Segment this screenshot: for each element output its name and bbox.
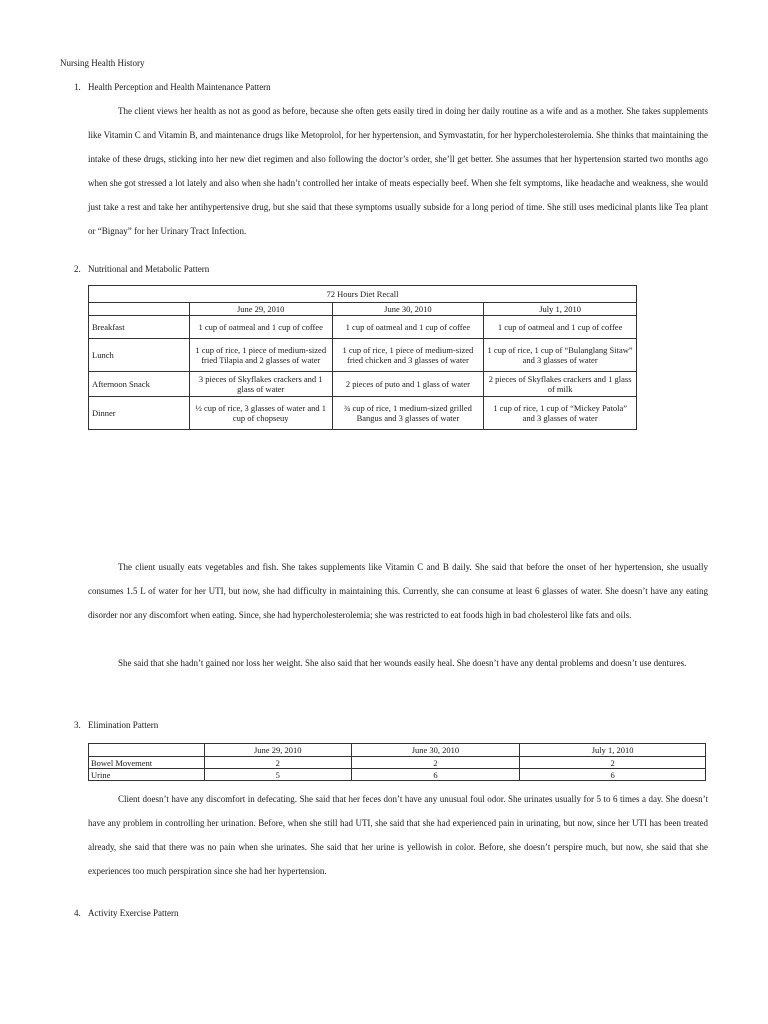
row-label: Breakfast: [89, 316, 190, 339]
table-cell: 2: [204, 757, 351, 769]
table-header-date: June 29, 2010: [204, 744, 351, 757]
table-cell: 1 cup of rice, 1 cup of “Mickey Patola” and 3 glasses of water: [484, 397, 637, 430]
table-cell: 1 cup of rice, 1 cup of “Bulanglang Sitaw” and 3 glasses of water: [484, 339, 637, 372]
table-cell: ½ cup of rice, 3 glasses of water and 1 cup of chopseuy: [189, 397, 332, 430]
table-cell: 1 cup of oatmeal and 1 cup of coffee: [332, 316, 484, 339]
table-row-dinner: [89, 397, 637, 430]
paragraph-text: The client usually eats vegetables and fish. She takes supplements like Vitamin C and B daily. She said that before the onset of her hypertension, she usually consumes 1.5 L of water for her UTI, but now, she had difficulty in maintaining this. Currently, she can consume at least 6 glasses of water. She doesn’t have any eating disorder nor any discomfort when eating. Since, she had hypercholesterolemia; she was restricted to eat foods high in bad cholesterol like fats and oils.: [88, 562, 708, 620]
section-title: Activity Exercise Pattern: [88, 908, 179, 918]
section-heading-4: [74, 908, 178, 918]
section-title: Nutritional and Metabolic Pattern: [88, 264, 210, 274]
table-corner-cell: [89, 744, 205, 757]
section-title: Health Perception and Health Maintenance Pattern: [88, 82, 271, 92]
table-corner-cell: [89, 303, 190, 316]
table-caption: 72 Hours Diet Recall: [89, 286, 637, 303]
paragraph-text: The client views her health as not as good as before, because she often gets easily tired in doing her daily routine as a wife and as a mother. She takes supplements like Vitamin C and Vitamin B, and maintenance drugs like Metoprolol, for her hypertension, and Symvastatin, for her hypercholesterolemia. She thinks that maintaining the intake of these drugs, sticking into her new diet regimen and also following the doctor’s order, she’ll get better. She assumes that her hypertension started two months ago when she got stressed a lot lately and also when she hadn’t controlled her intake of meats especially beef. When she felt symptoms, like headache and weakness, she would just take a rest and take her antihypertensive drug, but she said that these symptoms usually subside for a long period of time. She still uses medicinal plants like Tea plant or “Bignay” for her Urinary Tract Infection.: [88, 106, 708, 236]
section-heading-1: [74, 82, 271, 92]
table-cell: 1 cup of oatmeal and 1 cup of coffee: [484, 316, 637, 339]
row-label: Bowel Movement: [89, 757, 205, 769]
table-cell: 1 cup of oatmeal and 1 cup of coffee: [189, 316, 332, 339]
diet-recall-table: [88, 285, 637, 430]
table-cell: 1 cup of rice, 1 piece of medium-sized fried chicken and 3 glasses of water: [332, 339, 484, 372]
table-cell: 2: [351, 757, 520, 769]
table-row-lunch: [89, 339, 637, 372]
paragraph-nutrition-1: [88, 555, 708, 627]
row-label: Lunch: [89, 339, 190, 372]
table-header-date: July 1, 2010: [520, 744, 706, 757]
table-cell: 2: [520, 757, 706, 769]
table-cell: 1 cup of rice, 1 piece of medium-sized fried Tilapia and 2 glasses of water: [189, 339, 332, 372]
section-number: 1.: [74, 82, 81, 92]
table-row-breakfast: [89, 316, 637, 339]
paragraph-nutrition-2: [88, 651, 708, 675]
row-label: Afternoon Snack: [89, 372, 190, 397]
section-heading-3: [74, 720, 158, 730]
document-title: Nursing Health History: [60, 58, 145, 68]
table-header-date: June 30, 2010: [332, 303, 484, 316]
table-header-date: July 1, 2010: [484, 303, 637, 316]
paragraph-text: Client doesn’t have any discomfort in defecating. She said that her feces don’t have any unusual foul odor. She urinates usually for 5 to 6 times a day. She doesn’t have any problem in controlling her urination. Before, when she still had UTI, she said that she had experienced pain in urinating, but now, since her UTI has been treated already, she said that there was no pain when she urinates. She said that her urine is yellowish in color. Before, she doesn’t perspire much, but now, she said that she experiences too much perspiration since she had her hypertension.: [88, 794, 708, 876]
table-header-date: June 29, 2010: [189, 303, 332, 316]
table-row-urine: [89, 769, 706, 781]
section-title: Elimination Pattern: [88, 720, 159, 730]
table-cell: 3 pieces of Skyflakes crackers and 1 glass of water: [189, 372, 332, 397]
table-cell: 6: [351, 769, 520, 781]
paragraph-text: She said that she hadn’t gained nor loss her weight. She also said that her wounds easily heal. She doesn’t have any dental problems and doesn’t use dentures.: [118, 658, 687, 668]
table-cell: 2 pieces of Skyflakes crackers and 1 glass of milk: [484, 372, 637, 397]
paragraph-health-perception: [88, 99, 708, 243]
table-header-date: June 30, 2010: [351, 744, 520, 757]
section-number: 2.: [74, 264, 81, 274]
table-row-bowel: [89, 757, 706, 769]
elimination-table: [88, 743, 706, 781]
table-cell: 2 pieces of puto and 1 glass of water: [332, 372, 484, 397]
row-label: Dinner: [89, 397, 190, 430]
table-row-afternoon-snack: [89, 372, 637, 397]
paragraph-elimination: [88, 787, 708, 883]
table-cell: ¾ cup of rice, 1 medium-sized grilled Bangus and 3 glasses of water: [332, 397, 484, 430]
row-label: Urine: [89, 769, 205, 781]
section-heading-2: [74, 264, 209, 274]
section-number: 4.: [74, 908, 81, 918]
table-cell: 5: [204, 769, 351, 781]
table-cell: 6: [520, 769, 706, 781]
section-number: 3.: [74, 720, 81, 730]
